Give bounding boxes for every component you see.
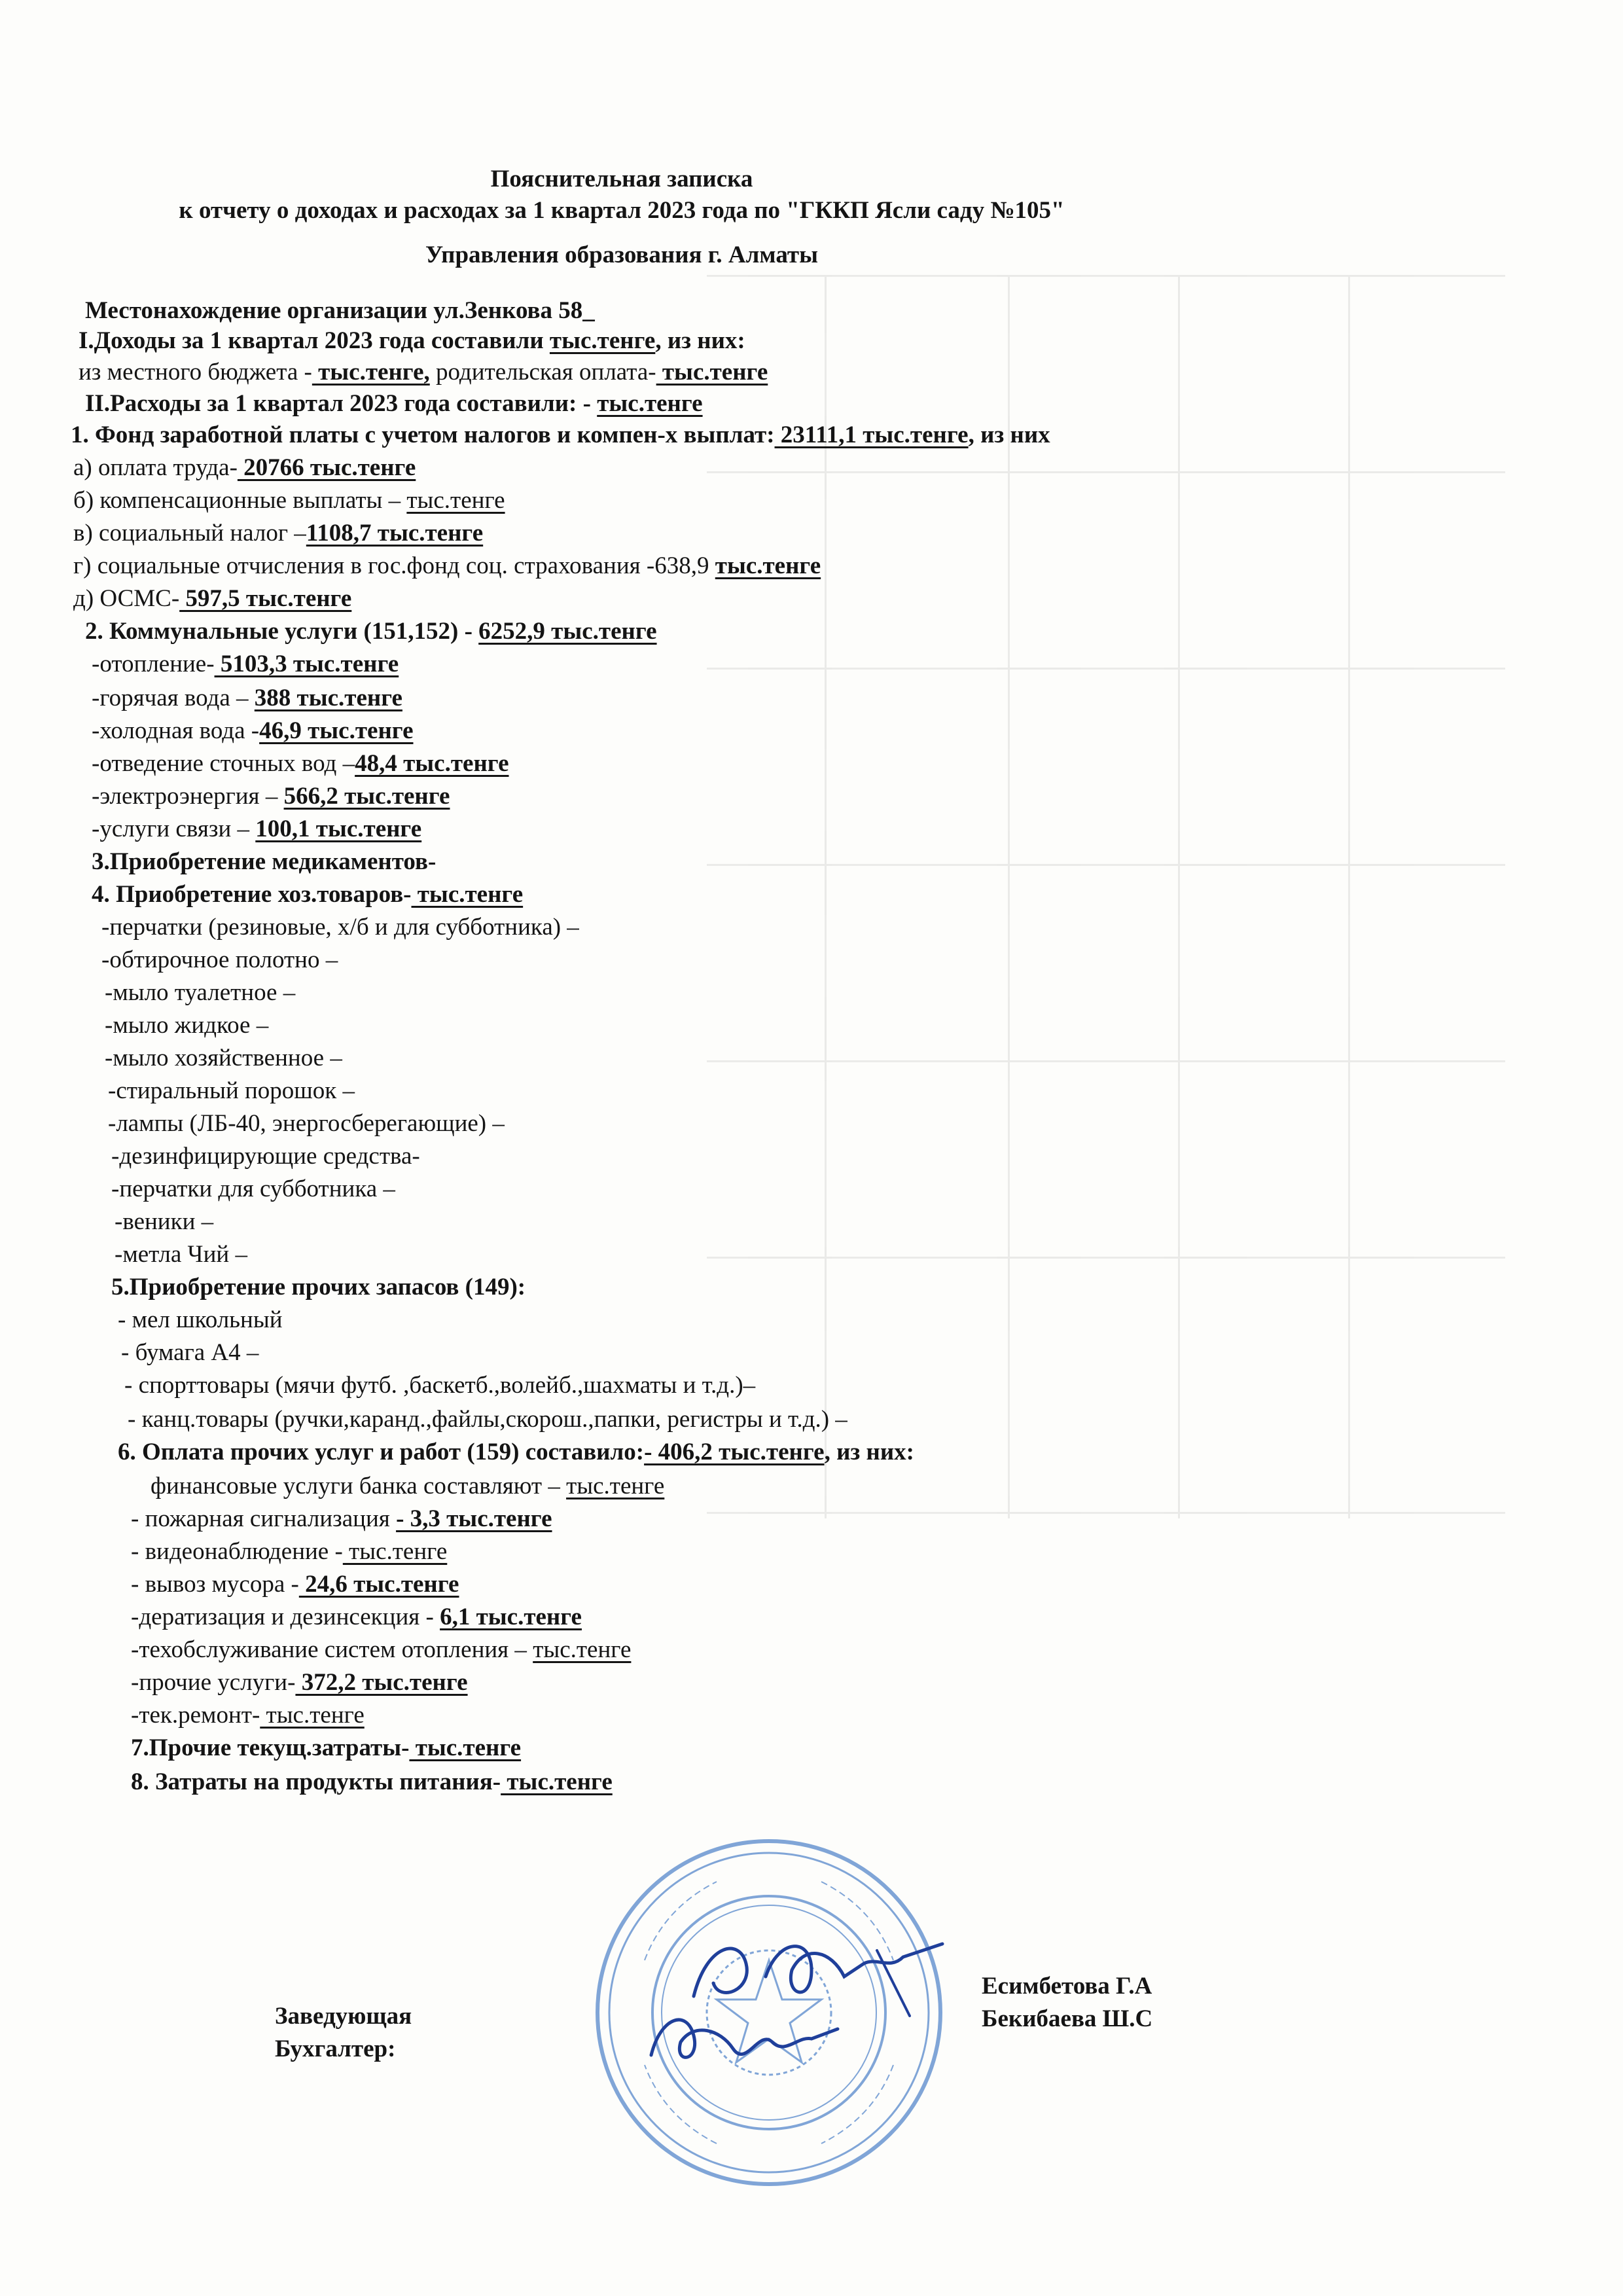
household-item: -мыло жидкое – <box>105 1012 269 1039</box>
document-title: Пояснительная записка <box>490 166 753 192</box>
utilities-item: -холодная вода -46,9 тыс.тенге <box>92 717 414 744</box>
household-item: -веники – <box>115 1208 214 1235</box>
other-stock-item: - бумага А4 – <box>121 1339 259 1366</box>
household-item: -мыло туалетное – <box>105 979 296 1006</box>
payroll-item: г) социальные отчисления в гос.фонд соц. страхования -638,9 тыс.тенге <box>73 552 821 579</box>
services-item: -техобслуживание систем отопления – тыс.тенге <box>131 1636 632 1663</box>
location-line: Местонахождение организации ул.Зенкова 58_ <box>85 297 595 324</box>
household-item: -перчатки для субботника – <box>111 1175 395 1202</box>
payroll-item: б) компенсационные выплаты – тыс.тенге <box>73 487 505 514</box>
household-item: -метла Чий – <box>115 1241 247 1268</box>
income-sources: из местного бюджета - тыс.тенге, родительская оплата- тыс.тенге <box>79 359 768 386</box>
payroll-heading: 1. Фонд заработной платы с учетом налогов и компен-х выплат: 23111,1 тыс.тенге, из них <box>71 422 1050 448</box>
current-costs-heading: 7.Прочие текущ.затраты- тыс.тенге <box>131 1734 522 1761</box>
services-item: - вывоз мусора - 24,6 тыс.тенге <box>131 1571 459 1598</box>
utilities-item: -отопление- 5103,3 тыс.тенге <box>92 651 399 677</box>
head-name: Есимбетова Г.А <box>982 1973 1152 2000</box>
department-name: Управления образования г. Алматы <box>425 242 818 268</box>
accountant-signature <box>641 2003 851 2075</box>
other-stock-heading: 5.Приобретение прочих запасов (149): <box>111 1274 526 1300</box>
services-item: -дератизация и дезинсекция - 6,1 тыс.тенге <box>131 1604 582 1630</box>
other-stock-item: - канц.товары (ручки,каранд.,файлы,скорош.,папки, регистры и т.д.) – <box>128 1406 847 1433</box>
services-item: -тек.ремонт- тыс.тенге <box>131 1702 365 1729</box>
payroll-item: в) социальный налог –1108,7 тыс.тенге <box>73 520 484 547</box>
back-side-table-shadow <box>707 275 1505 1518</box>
household-heading: 4. Приобретение хоз.товаров- тыс.тенге <box>92 881 524 908</box>
utilities-item: -горячая вода – 388 тыс.тенге <box>92 685 402 711</box>
utilities-item: -услуги связи – 100,1 тыс.тенге <box>92 816 422 842</box>
food-costs-heading: 8. Затраты на продукты питания- тыс.тенге <box>131 1768 613 1795</box>
services-item: финансовые услуги банка составляют – тыс.тенге <box>151 1473 665 1499</box>
household-item: -мыло хозяйственное – <box>105 1045 342 1071</box>
services-item: -прочие услуги- 372,2 тыс.тенге <box>131 1669 468 1696</box>
medicine-heading: 3.Приобретение медикаментов- <box>92 848 437 875</box>
expenses-heading: II.Расходы за 1 квартал 2023 года составили: - тыс.тенге <box>85 390 703 417</box>
utilities-heading: 2. Коммунальные услуги (151,152) - 6252,9 тыс.тенге <box>85 618 657 645</box>
services-heading: 6. Оплата прочих услуг и работ (159) составило:- 406,2 тыс.тенге, из них: <box>118 1439 914 1465</box>
head-role-label: Заведующая <box>275 2003 412 2030</box>
income-heading: I.Доходы за 1 квартал 2023 года составили тыс.тенге, из них: <box>79 327 745 354</box>
household-item: -перчатки (резиновые, х/б и для субботника) – <box>101 914 579 941</box>
other-stock-item: - спорттовары (мячи футб. ,баскетб.,волейб.,шахматы и т.д.)– <box>124 1372 756 1399</box>
services-item: - пожарная сигнализация - 3,3 тыс.тенге <box>131 1505 552 1532</box>
utilities-item: -электроэнергия – 566,2 тыс.тенге <box>92 783 450 810</box>
payroll-item: а) оплата труда- 20766 тыс.тенге <box>73 454 416 481</box>
services-item: - видеонаблюдение - тыс.тенге <box>131 1538 448 1565</box>
utilities-item: -отведение сточных вод –48,4 тыс.тенге <box>92 750 509 777</box>
document-subtitle: к отчету о доходах и расходах за 1 квартал 2023 года по "ГККП Ясли саду №105" <box>179 197 1065 224</box>
household-item: -стиральный порошок – <box>108 1077 355 1104</box>
household-item: -обтирочное полотно – <box>101 946 338 973</box>
household-item: -дезинфицирующие средства- <box>111 1143 420 1170</box>
other-stock-item: - мел школьный <box>118 1306 283 1333</box>
accountant-name: Бекибаева Ш.С <box>982 2005 1153 2032</box>
household-item: -лампы (ЛБ-40, энергосберегающие) – <box>108 1110 505 1137</box>
accountant-role-label: Бухгалтер: <box>275 2036 396 2062</box>
payroll-item: д) ОСМС- 597,5 тыс.тенге <box>73 585 352 612</box>
